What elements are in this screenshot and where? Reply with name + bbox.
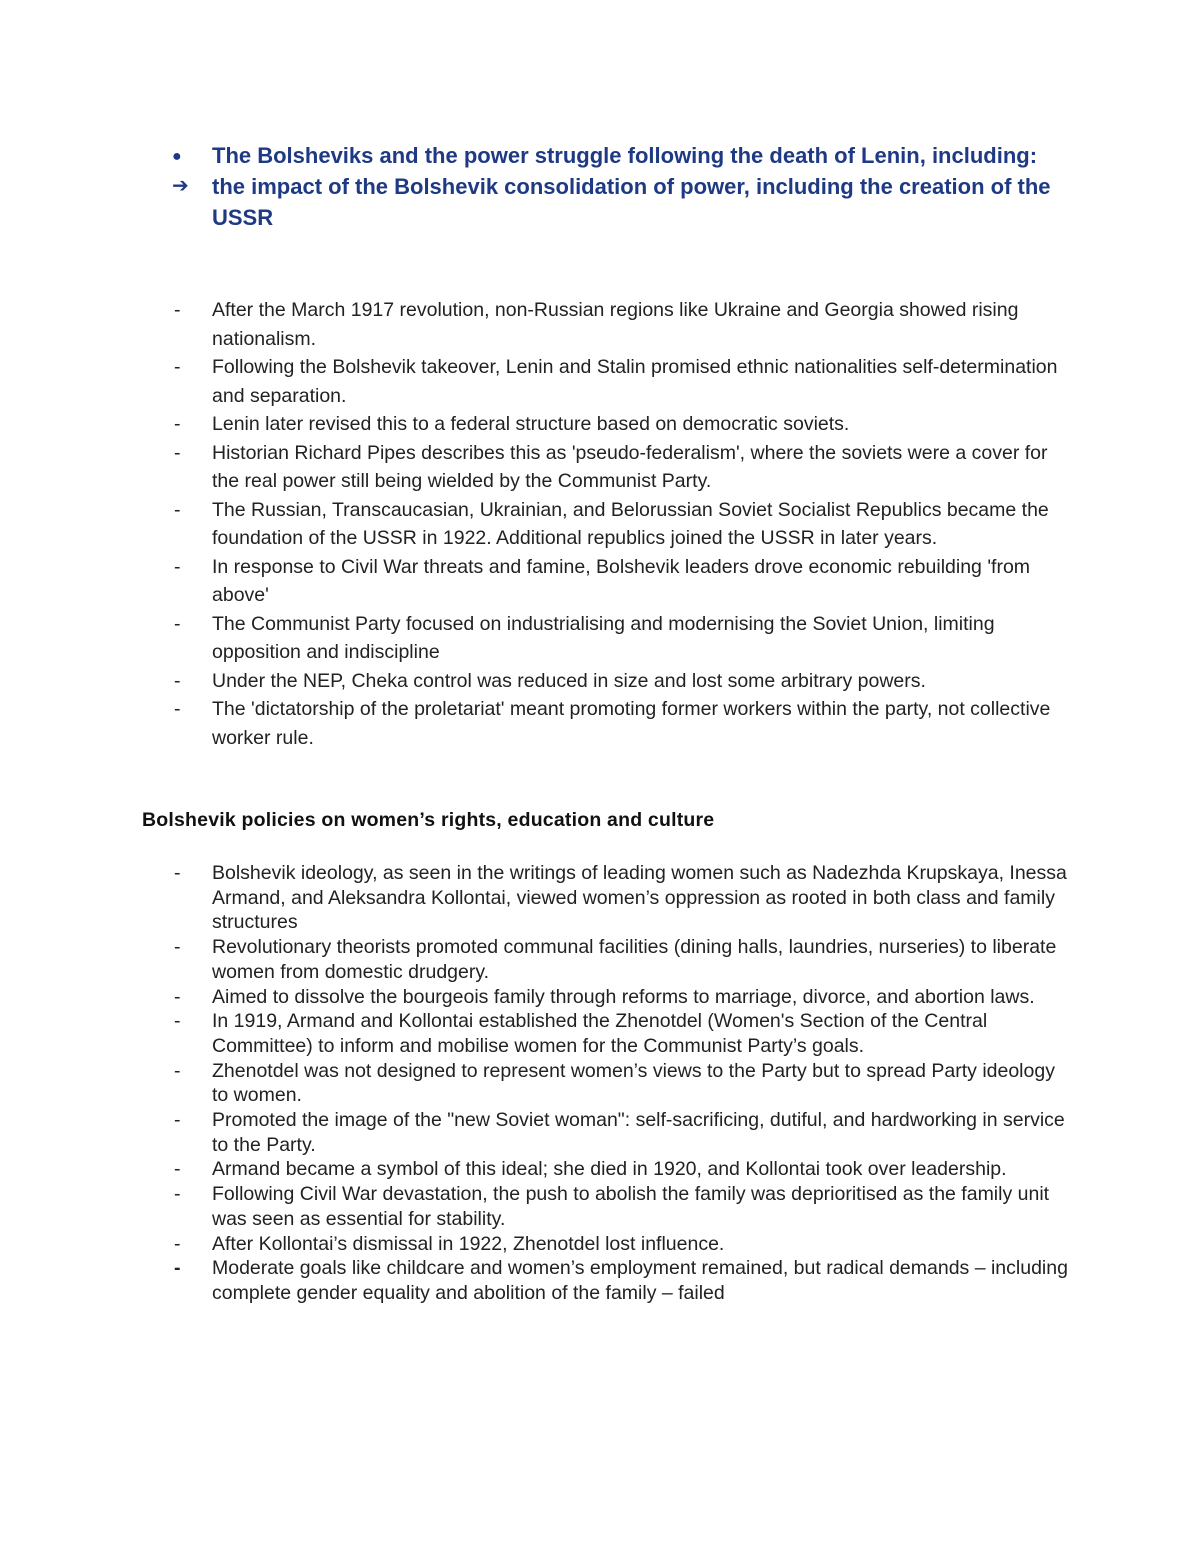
dash-marker: - [174, 1109, 181, 1132]
arrow-right-icon: ➔ [172, 175, 189, 197]
dash-marker: - [174, 612, 181, 635]
list-item [172, 410, 1072, 439]
list-item-text: Moderate goals like childcare and women’s employment remained, but radical demands – including complete gender equality and abolition of the family – failed [212, 1257, 1068, 1304]
list-item [172, 1108, 1072, 1157]
list-item [172, 553, 1072, 610]
list-item-text: After the March 1917 revolution, non-Russian regions like Ukraine and Georgia showed rising nationalism. [212, 299, 1019, 350]
list-item-text: In response to Civil War threats and famine, Bolshevik leaders drove economic rebuilding 'from above' [212, 555, 1031, 606]
list-item-text: Promoted the image of the "new Soviet woman": self-sacrificing, dutiful, and hardworking in service to the Party. [212, 1109, 1065, 1156]
dash-marker: - [174, 498, 181, 521]
list-item [172, 610, 1072, 667]
list-item [172, 1256, 1072, 1305]
list-item-text: Aimed to dissolve the bourgeois family through reforms to marriage, divorce, and abortion laws. [212, 985, 1035, 1008]
dash-marker: - [174, 1010, 181, 1033]
list-item [172, 667, 1072, 696]
bullet-dot-icon: ● [172, 148, 182, 165]
list-item-text: Historian Richard Pipes describes this as 'pseudo-federalism', where the soviets were a cover for the real power still being wielded by the Communist Party. [212, 441, 1048, 492]
dash-marker: - [174, 413, 181, 435]
list-item [172, 1009, 1072, 1058]
consolidation-notes-list [172, 296, 1072, 752]
list-item [172, 985, 1072, 1010]
section-heading: Bolshevik policies on women’s rights, education and culture [142, 809, 715, 831]
dash-marker: - [174, 1059, 181, 1082]
list-item-text: Under the NEP, Cheka control was reduced in size and lost some arbitrary powers. [212, 669, 926, 692]
dash-marker: - [174, 555, 181, 578]
list-item-text: Zhenotdel was not designed to represent women’s views to the Party but to spread Party ideology to women. [212, 1059, 1055, 1107]
topic-heading-text: The Bolsheviks and the power struggle following the death of Lenin, including: [212, 143, 1038, 168]
dash-marker: - [174, 299, 181, 321]
list-item-text: After Kollontai’s dismissal in 1922, Zhenotdel lost influence. [212, 1232, 725, 1255]
list-item-text: Following Civil War devastation, the push to abolish the family was deprioritised as the family unit was seen as essential for stability. [212, 1183, 1050, 1230]
list-item [172, 861, 1072, 935]
list-item [172, 935, 1072, 984]
dash-marker: - [174, 669, 181, 692]
dash-marker: - [174, 1158, 181, 1181]
list-item [172, 439, 1072, 496]
list-item-text: In 1919, Armand and Kollontai established the Zhenotdel (Women's Section of the Central Committee) to inform and mobilise women for the Communist Party’s goals. [212, 1010, 988, 1057]
womens-rights-notes-list [172, 861, 1072, 1306]
list-item-text: The Russian, Transcaucasian, Ukrainian, and Belorussian Soviet Socialist Republics became the foundation of the USSR in 1922. Additional republics joined the USSR in later years. [212, 498, 1049, 549]
dash-marker: - [174, 936, 181, 959]
dash-marker: - [174, 1183, 181, 1206]
dash-marker: - [174, 1257, 181, 1280]
topic-subheading [172, 171, 1072, 233]
list-item [172, 695, 1072, 752]
list-item-text: The 'dictatorship of the proletariat' meant promoting former workers within the party, not collective worker rule. [212, 698, 1051, 749]
list-item-text: Following the Bolshevik takeover, Lenin and Stalin promised ethnic nationalities self-determination and separation. [212, 356, 1058, 407]
dash-marker: - [174, 985, 181, 1008]
dash-marker: - [174, 441, 181, 464]
topic-subheading-text: the impact of the Bolshevik consolidation of power, including the creation of the USSR [212, 174, 1051, 230]
dash-marker: - [174, 862, 181, 884]
list-item-text: Armand became a symbol of this ideal; she died in 1920, and Kollontai took over leadership. [212, 1158, 1007, 1181]
dash-marker: - [174, 698, 181, 720]
list-item [172, 1157, 1072, 1182]
dash-marker: - [174, 356, 181, 378]
list-item-text: Lenin later revised this to a federal structure based on democratic soviets. [212, 413, 850, 435]
dash-marker: - [174, 1232, 181, 1255]
list-item [172, 1059, 1072, 1108]
list-item [172, 296, 1072, 353]
list-item [172, 353, 1072, 410]
list-item-text: Revolutionary theorists promoted communal facilities (dining halls, laundries, nurseries) to liberate women from domestic drudgery. [212, 936, 1057, 983]
list-item [172, 1182, 1072, 1231]
list-item [172, 1232, 1072, 1257]
list-item [172, 496, 1072, 553]
topic-heading-block [172, 140, 1072, 233]
topic-heading-main [172, 140, 1072, 171]
list-item-text: The Communist Party focused on industrialising and modernising the Soviet Union, limiting opposition and indiscipline [212, 612, 995, 663]
list-item-text: Bolshevik ideology, as seen in the writings of leading women such as Nadezhda Krupskaya, Inessa Armand, and Aleksandra Kollontai, viewed women’s oppression as rooted in both class and family structures [212, 862, 1067, 934]
